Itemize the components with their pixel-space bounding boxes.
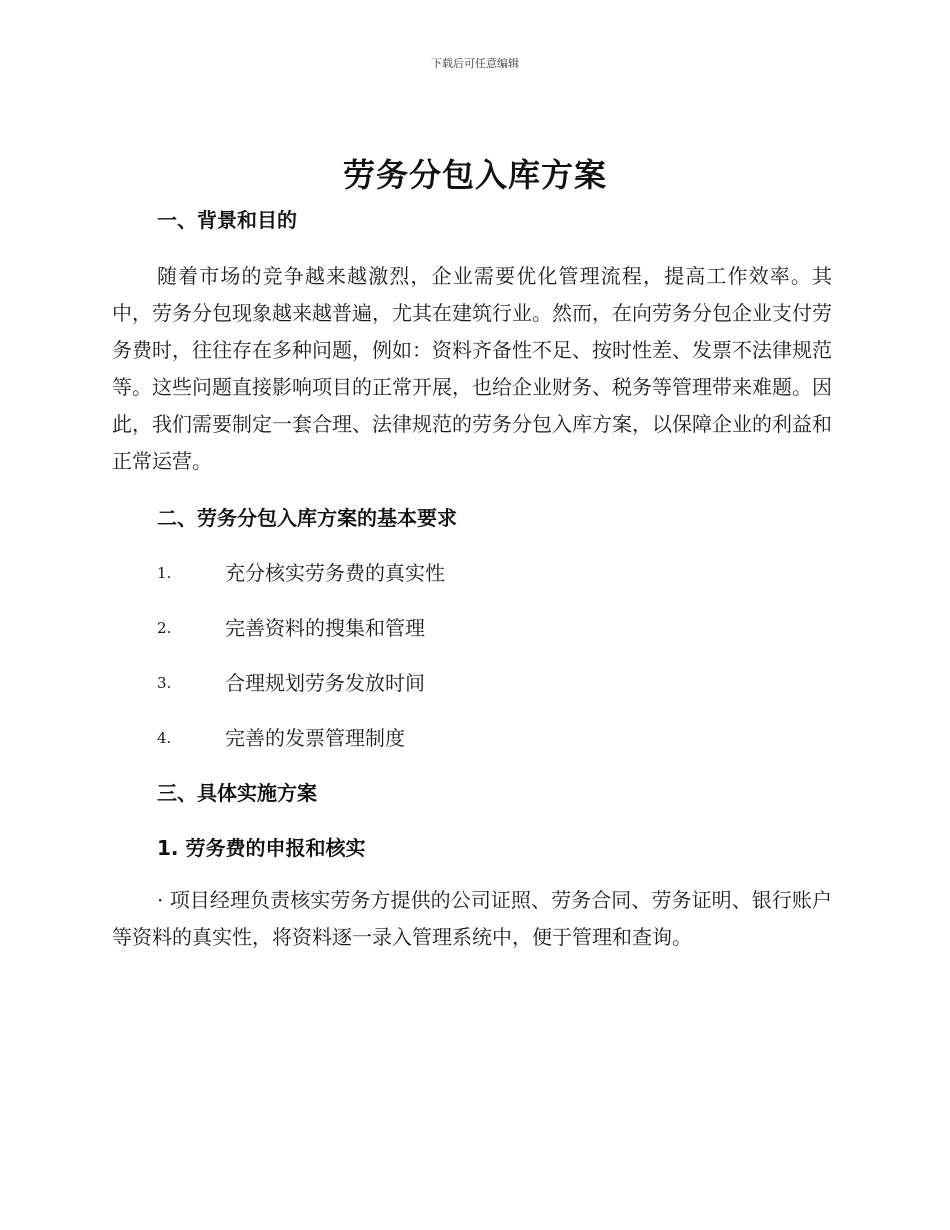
- list-item: [112, 723, 832, 753]
- fee-declaration-paragraph: · 项目经理负责核实劳务方提供的公司证照、劳务合同、劳务证明、银行账户等资料的真实性，将资料逐一录入管理系统中，便于管理和查询。: [112, 888, 832, 949]
- header-note: 下载后可任意编辑: [431, 57, 519, 70]
- list-item-text: 完善资料的搜集和管理: [225, 616, 425, 640]
- list-item: [112, 558, 832, 588]
- list-item-number: 2.: [157, 619, 172, 637]
- section-heading-implementation: 三、具体实施方案: [157, 781, 317, 805]
- subsection-heading-fee-declaration: 1. 劳务费的申报和核实: [157, 836, 366, 860]
- requirements-list: [112, 558, 832, 753]
- document-body: [112, 205, 832, 956]
- document-title: 劳务分包入库方案: [342, 156, 607, 194]
- list-item-number: 1.: [157, 564, 172, 582]
- list-item: [112, 613, 832, 643]
- section-heading-background: 一、背景和目的: [157, 208, 297, 232]
- list-item-text: 完善的发票管理制度: [225, 726, 405, 750]
- list-item-text: 合理规划劳务发放时间: [225, 671, 425, 695]
- list-item: [112, 668, 832, 698]
- list-item-text: 充分核实劳务费的真实性: [225, 561, 445, 585]
- list-item-number: 4.: [157, 729, 172, 747]
- section-heading-requirements: 二、劳务分包入库方案的基本要求: [157, 506, 457, 530]
- list-item-number: 3.: [157, 674, 172, 692]
- background-paragraph: 随着市场的竞争越来越激烈，企业需要优化管理流程，提高工作效率。其中，劳务分包现象越来越普遍，尤其在建筑行业。然而，在向劳务分包企业支付劳务费时，往往存在多种问题，例如：资料齐备性不足、按时性差、发票不法律规范等。这些问题直接影响项目的正常开展，也给企业财务、税务等管理带来难题。因此，我们需要制定一套合理、法律规范的劳务分包入库方案，以保障企业的利益和正常运营。: [112, 264, 832, 473]
